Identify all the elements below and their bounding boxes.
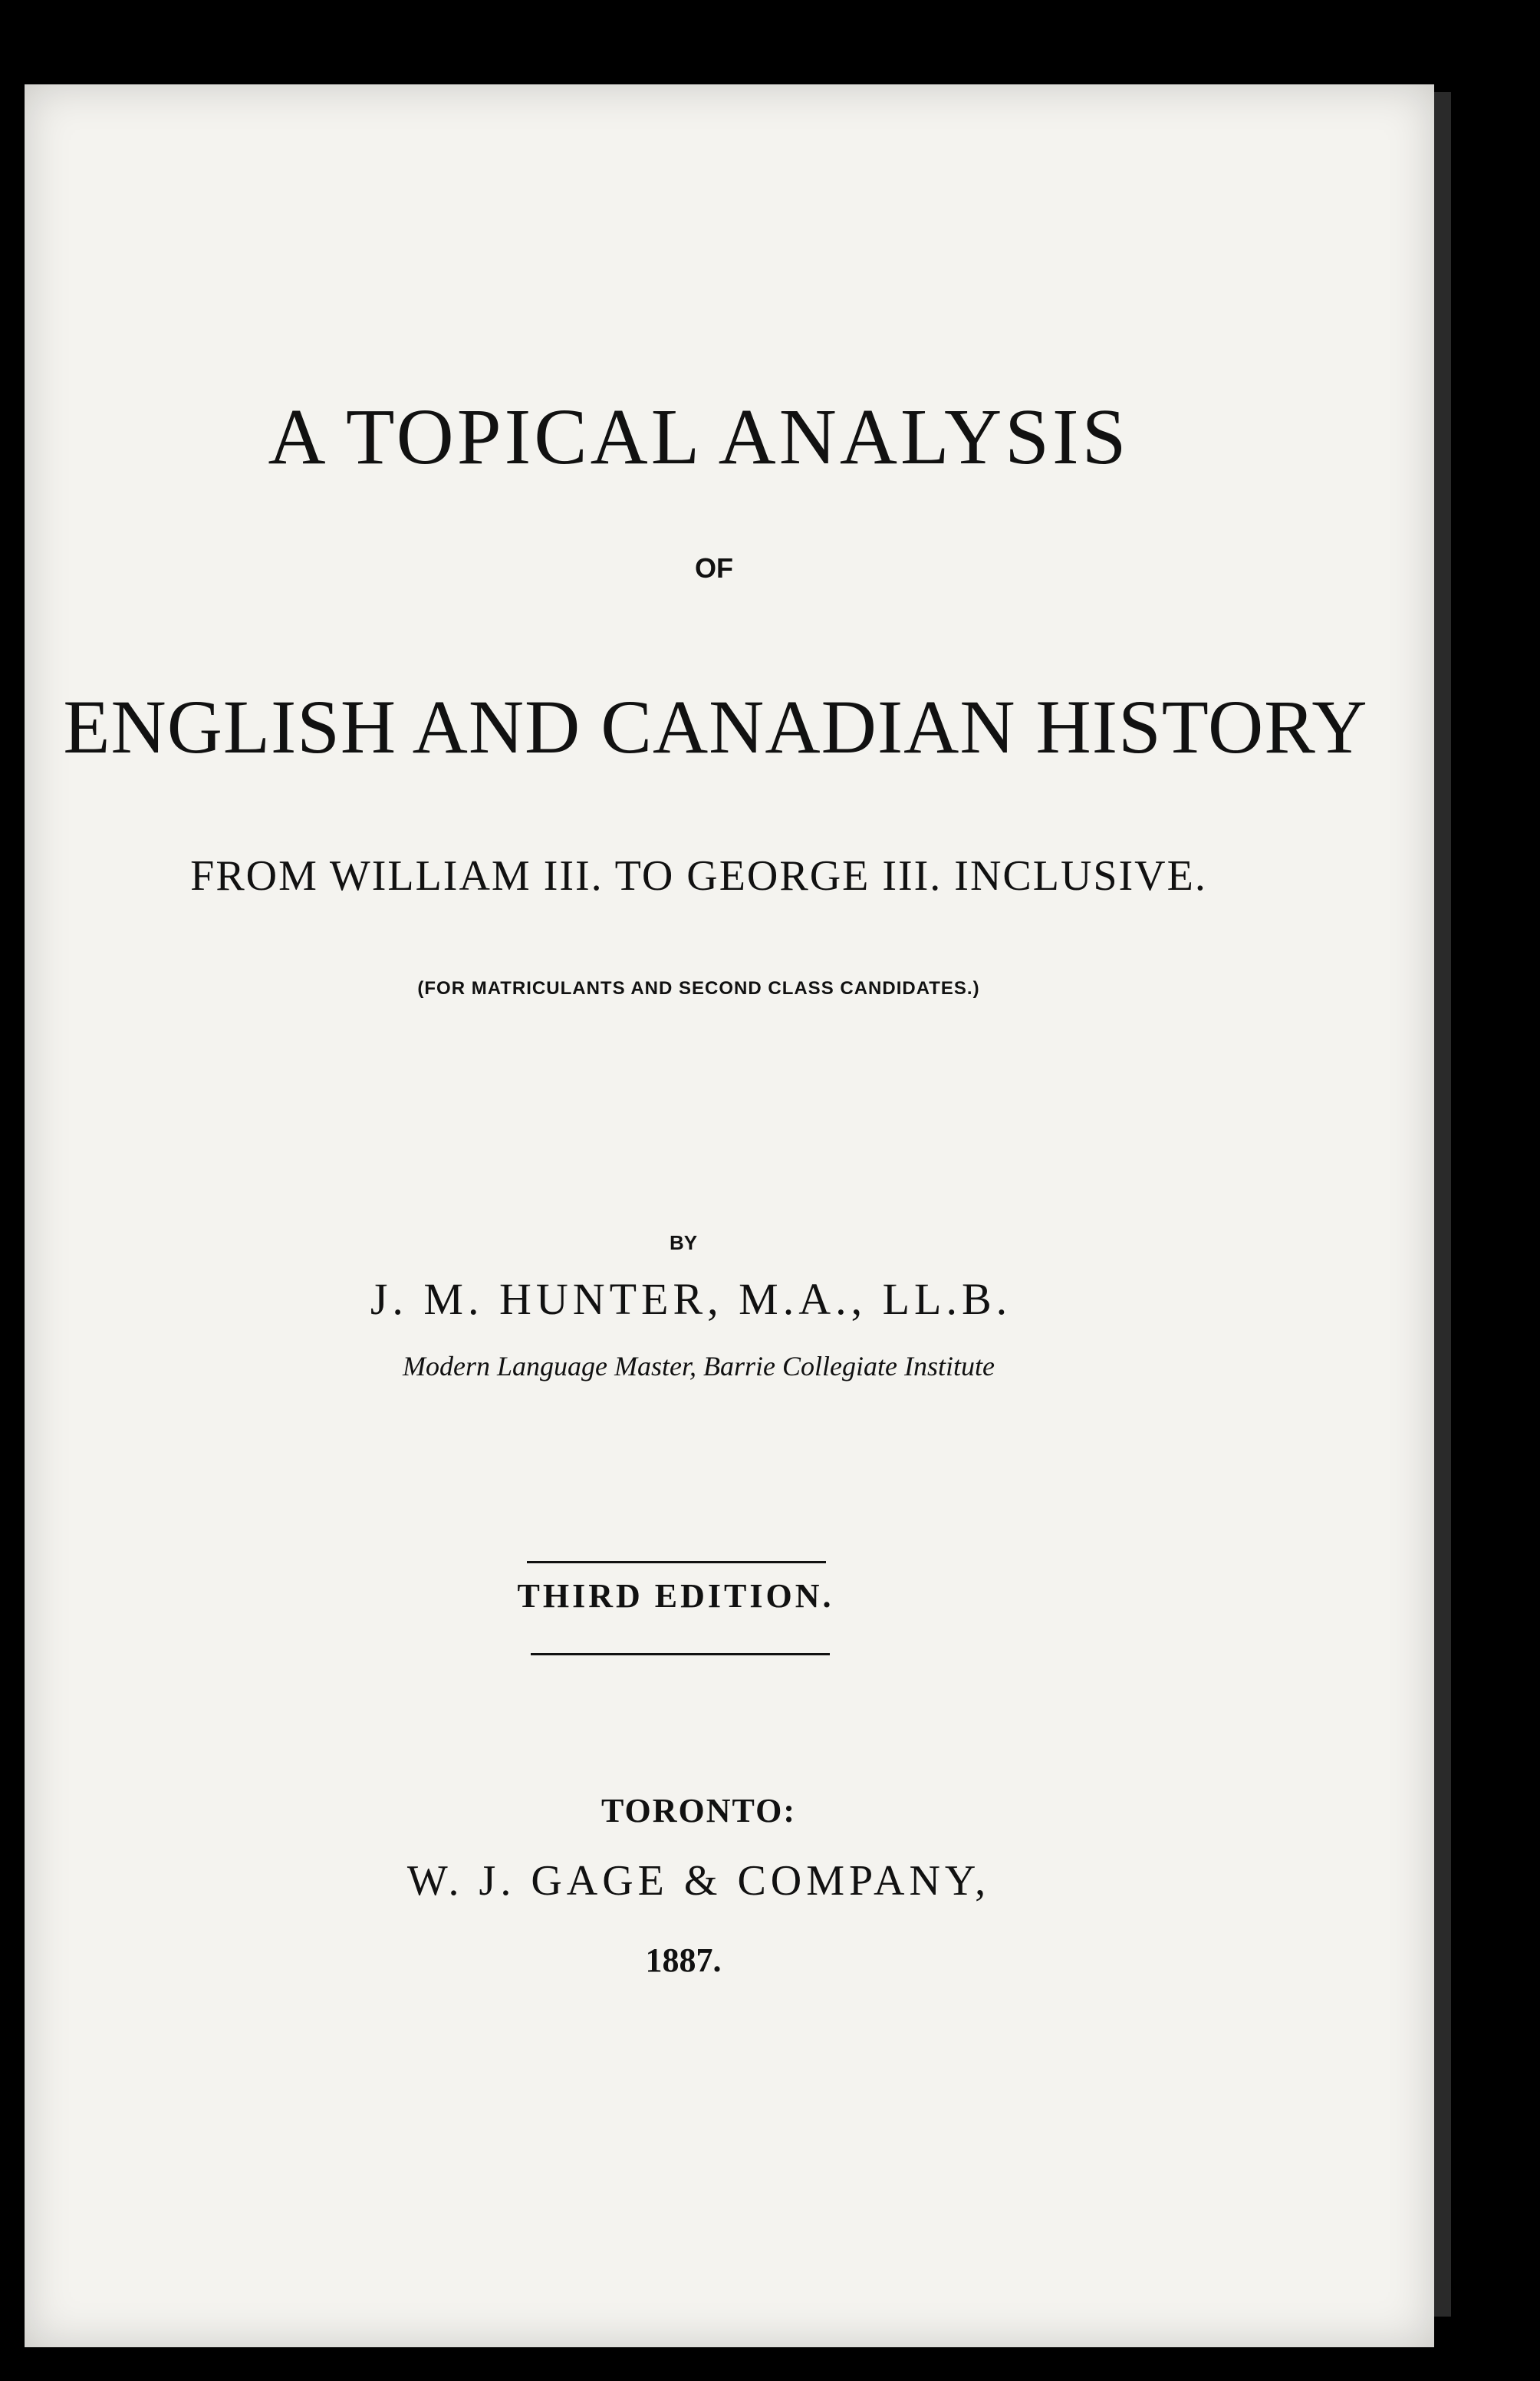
publication-year: 1887. bbox=[645, 1941, 722, 1979]
page-edge-shadow bbox=[1434, 92, 1451, 2317]
book-title: A TOPICAL ANALYSIS bbox=[268, 393, 1130, 481]
edition-rule-top bbox=[527, 1561, 826, 1563]
period-covered: FROM WILLIAM III. TO GEORGE III. INCLUSIVE. bbox=[190, 852, 1207, 900]
book-subject: ENGLISH AND CANADIAN HISTORY bbox=[63, 684, 1368, 769]
byline-label: BY bbox=[669, 1231, 698, 1254]
intended-audience: (FOR MATRICULANTS AND SECOND CLASS CANDIDATES.) bbox=[417, 978, 980, 999]
edition-rule-bottom bbox=[531, 1653, 830, 1655]
publication-city: TORONTO: bbox=[601, 1792, 796, 1829]
author-name: J. M. HUNTER, M.A., LL.B. bbox=[370, 1274, 1012, 1324]
title-connector: OF bbox=[695, 552, 733, 584]
publisher-name: W. J. GAGE & COMPANY, bbox=[406, 1857, 991, 1905]
book-title-page bbox=[25, 84, 1434, 2347]
edition-label: THIRD EDITION. bbox=[517, 1577, 834, 1615]
author-position: Modern Language Master, Barrie Collegiate Institute bbox=[403, 1351, 995, 1382]
